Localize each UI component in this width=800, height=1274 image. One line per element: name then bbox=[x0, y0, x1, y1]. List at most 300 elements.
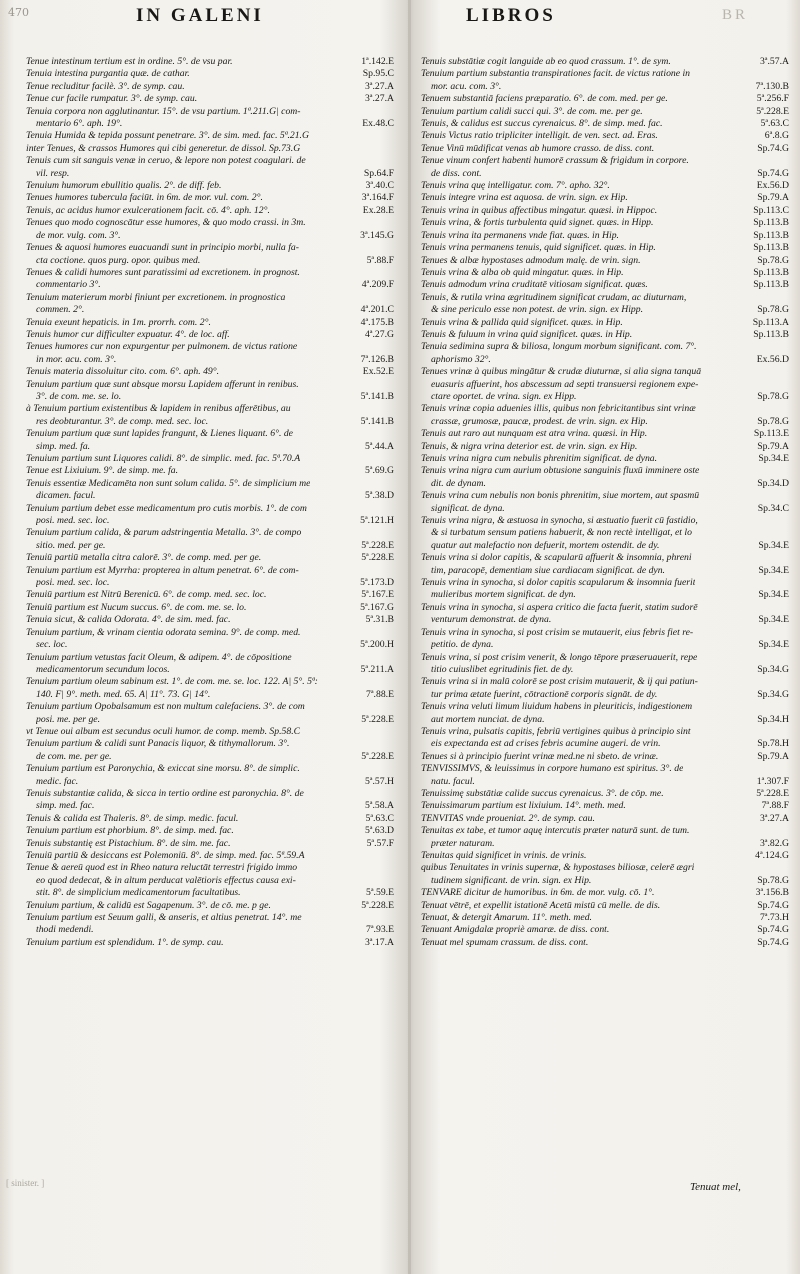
index-entry bbox=[26, 217, 394, 229]
index-entry bbox=[421, 180, 789, 192]
entry-text: de diss. cont. bbox=[431, 167, 482, 179]
entry-reference: 5ª.200.H bbox=[360, 639, 394, 651]
index-entry bbox=[26, 639, 394, 651]
entry-text: Tenue recluditur facilè. 3°. de symp. cau. bbox=[26, 80, 185, 92]
entry-reference: 5ª.211.A bbox=[360, 663, 394, 675]
entry-text: Tenuium partium oleum sabinum est. 1°. de com. me. se. loc. 122. A| 5°. 5ª: bbox=[26, 676, 318, 688]
index-entry bbox=[421, 304, 789, 316]
entry-text: ctare oportet. de vrina. sign. ex Hipp. bbox=[431, 390, 577, 402]
index-entry bbox=[421, 118, 789, 130]
index-entry bbox=[26, 788, 394, 800]
index-entry bbox=[421, 577, 789, 589]
entry-text: petitio. de dyna. bbox=[431, 639, 494, 651]
index-entry bbox=[421, 639, 789, 651]
index-entry bbox=[421, 503, 789, 515]
entry-text: euasuris affuerint, hos abscessum ad septi transuersi regionem expe- bbox=[431, 378, 699, 390]
index-entry bbox=[421, 540, 789, 552]
index-entry bbox=[26, 279, 394, 291]
entry-text: Tenues humores tubercula faciūt. in 6m. de mor. vul. com. 2°. bbox=[26, 192, 263, 204]
entry-reference: Sp.113.C bbox=[753, 204, 789, 216]
entry-text: Tenuis vrina cum nebulis non bonis phrenitim, siue mortem, aut spasmū bbox=[421, 490, 700, 502]
index-entry bbox=[421, 242, 789, 254]
entry-text: Tenuium partium est phorbium. 8°. de simp. med. fac. bbox=[26, 825, 234, 837]
index-entry bbox=[421, 627, 789, 639]
index-entry bbox=[26, 478, 394, 490]
index-entry bbox=[26, 143, 394, 155]
entry-reference: 5ª.57.H bbox=[364, 775, 394, 787]
index-entry bbox=[26, 490, 394, 502]
entry-text: mulieribus mortem significat. de dyn. bbox=[431, 589, 576, 601]
entry-text: Tenuia sedimina supra & biliosa, longum morbum significant. com. 7°. bbox=[421, 341, 697, 353]
entry-text: Tenues humores cur non expurgentur per pulmonem. de victus ratione bbox=[26, 341, 298, 353]
running-head-right: LIBROS bbox=[466, 5, 556, 26]
index-entry bbox=[26, 130, 394, 142]
index-entry bbox=[421, 838, 789, 850]
index-entry bbox=[26, 813, 394, 825]
index-entry bbox=[421, 900, 789, 912]
index-entry bbox=[26, 552, 394, 564]
entry-reference: 5ª.63.C bbox=[760, 118, 789, 130]
entry-reference: Sp.74.G bbox=[757, 924, 789, 936]
index-entry bbox=[421, 850, 789, 862]
entry-text: Tenues & albæ hypostases admodum malę. de vrin. sign. bbox=[421, 254, 641, 266]
entry-text: Tenuis vrina, pulsatis capitis, febriū vertigines quibus à principio sint bbox=[421, 725, 691, 737]
entry-reference: 5ª.228.E bbox=[361, 552, 394, 564]
entry-text: simp. med. fac. bbox=[36, 800, 95, 812]
index-entry bbox=[421, 81, 789, 93]
entry-text: Tenue intestinum tertium est in ordine. 5°. de vsu par. bbox=[26, 56, 233, 67]
entry-text: Tenuis vrina quę intelligatur. com. 7°. apho. 32°. bbox=[421, 180, 610, 192]
entry-text: Tenuis admodum vrina cruditatē vitiosam significat. quæs. bbox=[421, 279, 648, 291]
index-entry bbox=[26, 540, 394, 552]
index-column-right bbox=[421, 56, 789, 949]
index-entry bbox=[26, 267, 394, 279]
entry-reference: Sp.79.A bbox=[757, 192, 789, 204]
entry-reference: Ex.52.E bbox=[362, 366, 394, 378]
index-entry bbox=[26, 900, 394, 912]
index-entry bbox=[26, 93, 394, 105]
index-entry bbox=[421, 279, 789, 291]
entry-reference: 5ª.88.F bbox=[366, 254, 394, 266]
index-entry bbox=[26, 850, 394, 862]
entry-text: Tenuia sicut, & calida Odorata. 4°. de sim. med. fac. bbox=[26, 614, 231, 626]
index-entry bbox=[421, 924, 789, 936]
entry-text: res deobturantur. 3°. de comp. med. sec. loc. bbox=[36, 415, 209, 427]
entry-text: Tenuis substantiæ calida, & sicca in tertio ordine est paronychia. 8°. de bbox=[26, 787, 304, 799]
entry-reference: 4ª.27.G bbox=[364, 328, 394, 340]
entry-reference: Sp.113.B bbox=[753, 328, 789, 340]
entry-reference: Sp.78.H bbox=[757, 738, 789, 750]
index-entry bbox=[421, 354, 789, 366]
entry-reference: Sp.34.E bbox=[758, 589, 789, 601]
entry-text: Tenuis, & nigra vrina deterior est. de vrin. sign. ex Hip. bbox=[421, 440, 638, 452]
entry-text: titio cuiuslibet egritudinis fiet. de dy. bbox=[431, 663, 574, 675]
entry-text: Tenuis substātiæ cogit languide ab eo quod crassum. 1°. de sym. bbox=[421, 56, 671, 67]
index-entry bbox=[26, 627, 394, 639]
entry-text: TENVITAS vnde proueniat. 2°. de symp. cau. bbox=[421, 812, 595, 824]
entry-text: natu. facul. bbox=[431, 775, 475, 787]
index-entry bbox=[26, 614, 394, 626]
entry-text: Tenuium partium debet esse medicamentum pro cutis morbis. 1°. de com bbox=[26, 502, 307, 514]
entry-text: stit. 8°. de simplicium medicamentorum facultatibus. bbox=[36, 887, 241, 899]
entry-reference: Sp.34.H bbox=[757, 713, 789, 725]
index-entry bbox=[26, 304, 394, 316]
entry-text: Tenue cur facile rumpatur. 3°. de symp. cau. bbox=[26, 93, 198, 105]
entry-text: Tenuis vrina nigra cum aurium obtusione sanguinis fluxū imminere oste bbox=[421, 465, 700, 477]
entry-text: Tenue & aereū quod est in Rheo natura reluctāt terrestri frigido immo bbox=[26, 862, 298, 874]
entry-reference: 5ª.31.B bbox=[365, 614, 394, 626]
entry-text: mor. acu. com. 3°. bbox=[431, 80, 502, 92]
entry-text: Tenuis vrina in synocha, si dolor capitis scapularum & insomnia fuerit bbox=[421, 577, 696, 589]
entry-text: commentario 3°. bbox=[36, 279, 101, 291]
entry-text: Tenuis, ac acidus humor exulcerationem facit. cō. 4°. aph. 12°. bbox=[26, 204, 270, 216]
entry-text: Tenuis vrina in synocha, si aspera critico die facta fuerit, statim sudorē bbox=[421, 601, 698, 613]
index-entry bbox=[421, 862, 789, 874]
entry-text: Tenuitas quid significet in vrinis. de vrinis. bbox=[421, 850, 587, 861]
entry-text: Tenuia intestina purgantia quæ. de cathar. bbox=[26, 68, 190, 80]
entry-text: Tenuis & calida est Thaleris. 8°. de simp. medic. facul. bbox=[26, 812, 239, 824]
entry-text: à Tenuium partium existentibus & lapidem in renibus afferētibus, au bbox=[26, 403, 291, 415]
index-entry bbox=[421, 776, 789, 788]
index-entry bbox=[421, 701, 789, 713]
entry-text: Tenuat mel spumam crassum. de diss. cont. bbox=[421, 936, 589, 948]
entry-reference: Ex.56.D bbox=[756, 180, 789, 192]
entry-reference: 5ª.167.E bbox=[361, 589, 394, 601]
entry-text: commen. 2°. bbox=[36, 304, 85, 316]
index-column-left bbox=[26, 56, 394, 949]
index-entry bbox=[421, 453, 789, 465]
entry-text: Tenuium partium quæ sunt lapides frangunt, & Lienes liquant. 6°. de bbox=[26, 428, 293, 440]
index-entry bbox=[26, 565, 394, 577]
index-entry bbox=[421, 317, 789, 329]
index-entry bbox=[421, 652, 789, 664]
index-entry bbox=[421, 68, 789, 80]
entry-reference: Sp.78.G bbox=[757, 874, 789, 886]
entry-reference: Sp.64.F bbox=[363, 167, 394, 179]
index-entry bbox=[26, 862, 394, 874]
entry-reference: 7ª.88.F bbox=[761, 800, 789, 812]
index-entry bbox=[26, 106, 394, 118]
show-through-ghost-text: BR bbox=[722, 7, 749, 23]
index-entry bbox=[26, 515, 394, 527]
index-entry bbox=[26, 465, 394, 477]
index-entry bbox=[26, 317, 394, 329]
entry-reference: Sp.113.E bbox=[753, 428, 789, 440]
entry-text: vt Tenue oui album est secundus oculi humor. de comp. memb. Sp.58.C bbox=[26, 725, 301, 737]
entry-text: Tenuium partium vetustas facit Oleum, & adipem. 4°. de cōpositione bbox=[26, 651, 292, 663]
index-entry bbox=[26, 652, 394, 664]
index-entry bbox=[421, 751, 789, 763]
entry-reference: 5ª.121.H bbox=[360, 515, 394, 527]
entry-text: Tenuissimarum partium est lixiuium. 14°. meth. med. bbox=[421, 800, 626, 812]
entry-text: Tenuant Amigdalæ propriè amaræ. de diss. cont. bbox=[421, 924, 610, 936]
index-entry bbox=[26, 763, 394, 775]
entry-text: Tenues quo modo cognoscātur esse humores, & quo modo crassi. in 3m. bbox=[26, 217, 306, 229]
book-gutter bbox=[408, 0, 411, 1274]
index-entry bbox=[421, 465, 789, 477]
entry-text: Tenuiū partiū metalla citra calorē. 3°. de comp. med. per ge. bbox=[26, 552, 262, 564]
index-entry bbox=[26, 589, 394, 601]
entry-text: de mor. vulg. com. 3°. bbox=[36, 229, 121, 241]
entry-text: simp. med. fa. bbox=[36, 440, 91, 452]
index-entry bbox=[26, 701, 394, 713]
index-entry bbox=[26, 255, 394, 267]
entry-reference: Sp.78.G bbox=[757, 254, 789, 266]
entry-reference: Sp.74.G bbox=[757, 936, 789, 948]
entry-text: thodi medendi. bbox=[36, 924, 94, 936]
index-entry bbox=[421, 763, 789, 775]
entry-reference: 5ª.228.E bbox=[361, 713, 394, 725]
index-entry bbox=[26, 428, 394, 440]
index-entry bbox=[421, 267, 789, 279]
entry-reference: Sp.79.A bbox=[757, 440, 789, 452]
entry-text: Tenuis aut raro aut nunquam est atra vrina. quæsi. in Hip. bbox=[421, 428, 648, 440]
index-entry bbox=[26, 912, 394, 924]
index-entry bbox=[26, 341, 394, 353]
index-entry bbox=[26, 800, 394, 812]
index-entry bbox=[421, 825, 789, 837]
index-entry bbox=[26, 354, 394, 366]
index-entry bbox=[421, 689, 789, 701]
index-entry bbox=[421, 255, 789, 267]
index-entry bbox=[26, 887, 394, 899]
entry-reference: Sp.34.E bbox=[758, 614, 789, 626]
index-entry bbox=[421, 788, 789, 800]
entry-reference: 7ª.130.B bbox=[755, 80, 789, 92]
entry-text: Tenuat, & detergit Amarum. 11°. meth. med. bbox=[421, 912, 592, 924]
entry-text: tudinem significant. de vrin. sign. ex Hip. bbox=[431, 874, 592, 886]
index-entry bbox=[421, 800, 789, 812]
entry-reference: Ex.56.D bbox=[756, 353, 789, 365]
entry-text: dit. de dynam. bbox=[431, 477, 486, 489]
entry-text: Tenues & aquosi humores euacuandi sunt in principio morbi, nulla fa- bbox=[26, 242, 299, 254]
index-entry bbox=[26, 329, 394, 341]
index-entry bbox=[26, 676, 394, 688]
index-entry bbox=[26, 366, 394, 378]
entry-reference: Sp.74.G bbox=[757, 167, 789, 179]
entry-text: Tenuis vrinæ copia aduenies illis, quibus non febricitantibus sint vrinæ bbox=[421, 403, 696, 415]
entry-reference: Sp.74.G bbox=[757, 142, 789, 154]
index-entry bbox=[421, 614, 789, 626]
entry-text: Tenuissimę substātiæ calide succus cyrenaicus. 3°. de cōp. me. bbox=[421, 787, 664, 799]
entry-reference: Sp.34.E bbox=[758, 564, 789, 576]
index-entry bbox=[421, 726, 789, 738]
entry-text: Tenuium partium, & vrinam cientia odorata semina. 9°. de comp. med. bbox=[26, 626, 301, 638]
entry-text: dicamen. facul. bbox=[36, 490, 96, 502]
index-entry bbox=[26, 453, 394, 465]
entry-text: Tenues & calidi humores sunt paratissimi ad excretionem. in prognost. bbox=[26, 266, 300, 278]
index-entry bbox=[26, 664, 394, 676]
entry-reference: 3ª.40.C bbox=[365, 180, 394, 192]
index-entry bbox=[26, 118, 394, 130]
entry-reference: Sp.113.A bbox=[752, 316, 789, 328]
entry-reference: 5ª.59.E bbox=[366, 887, 394, 899]
entry-text: & sine periculo esse non potest. de vrin. sign. ex Hipp. bbox=[431, 304, 644, 316]
entry-text: Tenuitas ex tabe, et tumor aquę intercutis præter naturā sunt. de tum. bbox=[421, 825, 690, 837]
index-entry bbox=[421, 664, 789, 676]
entry-reference: 3ª.145.G bbox=[360, 229, 394, 241]
entry-reference: 7ª.93.E bbox=[366, 924, 394, 936]
entry-text: Tenuia Humida & tepida possunt penetrare. 3°. de sim. med. fac. 5ª.21.G bbox=[26, 130, 309, 142]
entry-text: eo quod dedecat, & in altum perducat valētioris effectus causa exi- bbox=[36, 874, 296, 886]
entry-text: vil. resp. bbox=[36, 167, 70, 179]
entry-reference: 1ª.307.F bbox=[756, 775, 789, 787]
entry-text: posi. me. per ge. bbox=[36, 713, 101, 725]
entry-reference: 5ª.167.G bbox=[360, 601, 394, 613]
entry-reference: Sp.34.D bbox=[757, 477, 789, 489]
entry-text: Tenuium partium calida, & parum adstringentia Metalla. 3°. de compo bbox=[26, 527, 302, 539]
index-entry bbox=[26, 168, 394, 180]
entry-reference: 4ª.201.C bbox=[360, 304, 394, 316]
entry-reference: 3ª.27.A bbox=[364, 80, 394, 92]
entry-reference: Sp.113.B bbox=[753, 279, 789, 291]
entry-text: Tenuiū partiū & desiccans est Polemoniū. 8°. de simp. med. fac. 5ª.59.A bbox=[26, 850, 305, 861]
index-entry bbox=[421, 937, 789, 949]
entry-text: tim, paracopē, dementiam siue cardiacam significat. de dyn. bbox=[431, 564, 665, 576]
entry-text: Tenuis substantię est Pistachium. 8°. de sim. me. fac. bbox=[26, 837, 231, 849]
index-entry bbox=[26, 527, 394, 539]
entry-text: Tenuis vrina si dolor capitis, & scapularū affuerit & insomnia, phreni bbox=[421, 552, 692, 564]
entry-reference: Sp.34.G bbox=[757, 688, 789, 700]
entry-text: 140. F| 9°. meth. med. 65. A| 11°. 73. G| 14°. bbox=[36, 688, 211, 700]
entry-text: mentario 6°. aph. 19°. bbox=[36, 118, 123, 130]
entry-text: Tenuium partium est splendidum. 1°. de symp. cau. bbox=[26, 936, 224, 948]
index-entry bbox=[26, 230, 394, 242]
index-entry bbox=[421, 217, 789, 229]
entry-reference: 7ª.88.E bbox=[366, 688, 394, 700]
index-entry bbox=[26, 689, 394, 701]
entry-reference: 5ª.63.D bbox=[364, 825, 394, 837]
entry-reference: 5ª.256.F bbox=[756, 93, 789, 105]
entry-text: Tenuis vrina in quibus affectibus mingatur. quæsi. in Hippoc. bbox=[421, 204, 658, 216]
entry-reference: 7ª.73.H bbox=[759, 912, 789, 924]
entry-reference: 5ª.38.D bbox=[364, 490, 394, 502]
index-entry bbox=[421, 366, 789, 378]
entry-text: significat. de dyna. bbox=[431, 502, 505, 514]
entry-reference: 5ª.57.F bbox=[366, 837, 394, 849]
index-entry bbox=[421, 813, 789, 825]
index-entry bbox=[26, 924, 394, 936]
entry-text: cta coctione. quos purg. opor. quibus med. bbox=[36, 254, 201, 266]
entry-text: Tenuis vrina veluti limum liuidum habens in pleuriticis, indigestionem bbox=[421, 701, 693, 713]
entry-text: quatur aut malefactio non defuerit, mortem ostendit. de dy. bbox=[431, 539, 660, 551]
entry-text: Tenuis vrina, & fortis turbulenta quid signet. quæs. in Hipp. bbox=[421, 217, 654, 229]
entry-reference: 5ª.228.E bbox=[361, 750, 394, 762]
index-entry bbox=[421, 887, 789, 899]
index-entry bbox=[421, 676, 789, 688]
entry-reference: 5ª.44.A bbox=[364, 440, 394, 452]
entry-text: Tenuis vrina, si post crisim venerit, & longo tēpore præseruauerit, repe bbox=[421, 651, 698, 663]
index-entry bbox=[26, 602, 394, 614]
index-entry bbox=[421, 205, 789, 217]
index-entry bbox=[26, 68, 394, 80]
index-entry bbox=[421, 106, 789, 118]
entry-text: Tenue vinum confert habenti humorē crassum & frigidum in corpore. bbox=[421, 155, 689, 167]
index-entry bbox=[421, 738, 789, 750]
index-entry bbox=[421, 589, 789, 601]
entry-text: posi. med. sec. loc. bbox=[36, 577, 110, 589]
entry-reference: 3ª.156.B bbox=[755, 887, 789, 899]
entry-reference: 6ª.8.G bbox=[764, 130, 789, 142]
entry-text: Tenuis & fuluum in vrina quid significet. quæs. in Hip. bbox=[421, 328, 633, 340]
entry-text: Tenuium materierum morbi finiunt per excretionem. in prognostica bbox=[26, 291, 286, 303]
entry-text: in mor. acu. com. 3°. bbox=[36, 353, 117, 365]
index-entry bbox=[421, 428, 789, 440]
entry-reference: Ex.48.C bbox=[362, 118, 394, 130]
entry-reference: 5ª.58.A bbox=[364, 800, 394, 812]
index-entry bbox=[421, 403, 789, 415]
index-entry bbox=[421, 379, 789, 391]
entry-reference: Sp.34.C bbox=[757, 502, 789, 514]
entry-text: aut mortem nunciat. de dyna. bbox=[431, 713, 545, 725]
entry-text: sec. loc. bbox=[36, 639, 68, 651]
entry-text: Tenuium partium quæ sunt absque morsu Lapidem afferunt in renibus. bbox=[26, 378, 299, 390]
index-entry bbox=[421, 230, 789, 242]
entry-reference: Sp.34.E bbox=[758, 453, 789, 464]
entry-text: Tenuis vrina permanens tenuis, quid significet. quæs. in Hip. bbox=[421, 242, 656, 254]
entry-reference: 3ª.17.A bbox=[364, 936, 394, 948]
index-entry bbox=[421, 912, 789, 924]
entry-reference: Sp.79.A bbox=[757, 750, 789, 762]
entry-reference: Sp.113.B bbox=[753, 229, 789, 241]
entry-text: Tenuat vētrē, et expellit istationē Acetū mistū cū melle. de dis. bbox=[421, 899, 661, 911]
entry-reference: 4ª.209.F bbox=[361, 279, 394, 291]
index-entry bbox=[26, 81, 394, 93]
running-head-left: IN GALENI bbox=[136, 5, 264, 26]
entry-reference: 5ª.228.E bbox=[756, 787, 789, 799]
entry-reference: 4ª.124.G bbox=[755, 850, 789, 861]
entry-reference: 3ª.27.A bbox=[759, 812, 789, 824]
entry-reference: Sp.113.B bbox=[753, 217, 789, 229]
index-entry bbox=[26, 56, 394, 68]
index-entry bbox=[26, 242, 394, 254]
index-entry bbox=[26, 751, 394, 763]
index-entry bbox=[421, 130, 789, 142]
entry-reference: 3ª.57.A bbox=[759, 56, 789, 67]
entry-text: Tenuis materia dissoluitur cito. com. 6°. aph. 49°. bbox=[26, 366, 220, 378]
index-entry bbox=[26, 155, 394, 167]
index-entry bbox=[26, 577, 394, 589]
entry-reference: 7ª.126.B bbox=[360, 353, 394, 365]
entry-text: Tenuis vrina nigra, & æstuosa in synocha, si æstuatio fuerit cū fastidio, bbox=[421, 515, 698, 527]
entry-text: crassæ, grumosæ, paucæ, prodest. de vrin. sign. ex Hip. bbox=[431, 415, 648, 427]
entry-text: posi. med. sec. loc. bbox=[36, 515, 110, 527]
index-entry bbox=[26, 403, 394, 415]
entry-text: Tenuiū partium est Nucum succus. 6°. de com. me. se. lo. bbox=[26, 601, 247, 613]
index-entry bbox=[26, 714, 394, 726]
entry-text: Tenuem substantiā faciens præparatio. 6°. de com. med. per ge. bbox=[421, 93, 668, 105]
index-entry bbox=[421, 714, 789, 726]
entry-reference: Sp.95.C bbox=[362, 68, 394, 80]
entry-reference: 3ª.164.F bbox=[361, 192, 394, 204]
index-entry bbox=[26, 776, 394, 788]
entry-text: medic. fac. bbox=[36, 775, 79, 787]
entry-text: Tenuium partium Opobalsamum est non multum calefaciens. 3°. de com bbox=[26, 701, 305, 713]
entry-text: TENVISSIMVS, & leuissimus in corpore humano est spiritus. 3°. de bbox=[421, 763, 684, 775]
entry-text: medicamentorum secundum locos. bbox=[36, 663, 170, 675]
entry-reference: 3ª.82.G bbox=[759, 837, 789, 849]
index-entry bbox=[26, 875, 394, 887]
entry-reference: 5ª.228.E bbox=[361, 899, 394, 911]
entry-text: Tenuis vrina & alba ob quid mingatur. quæs. in Hip. bbox=[421, 266, 624, 278]
entry-text: Tenuis integre vrina est aquosa. de vrin. sign. ex Hip. bbox=[421, 192, 628, 204]
margin-note: [ sinister. ] bbox=[6, 1178, 45, 1188]
index-entry bbox=[26, 192, 394, 204]
entry-reference: 5ª.173.D bbox=[360, 577, 394, 589]
entry-text: venturum demonstrat. de dyna. bbox=[431, 614, 552, 626]
entry-reference: 4ª.175.B bbox=[360, 316, 394, 328]
index-entry bbox=[26, 416, 394, 428]
